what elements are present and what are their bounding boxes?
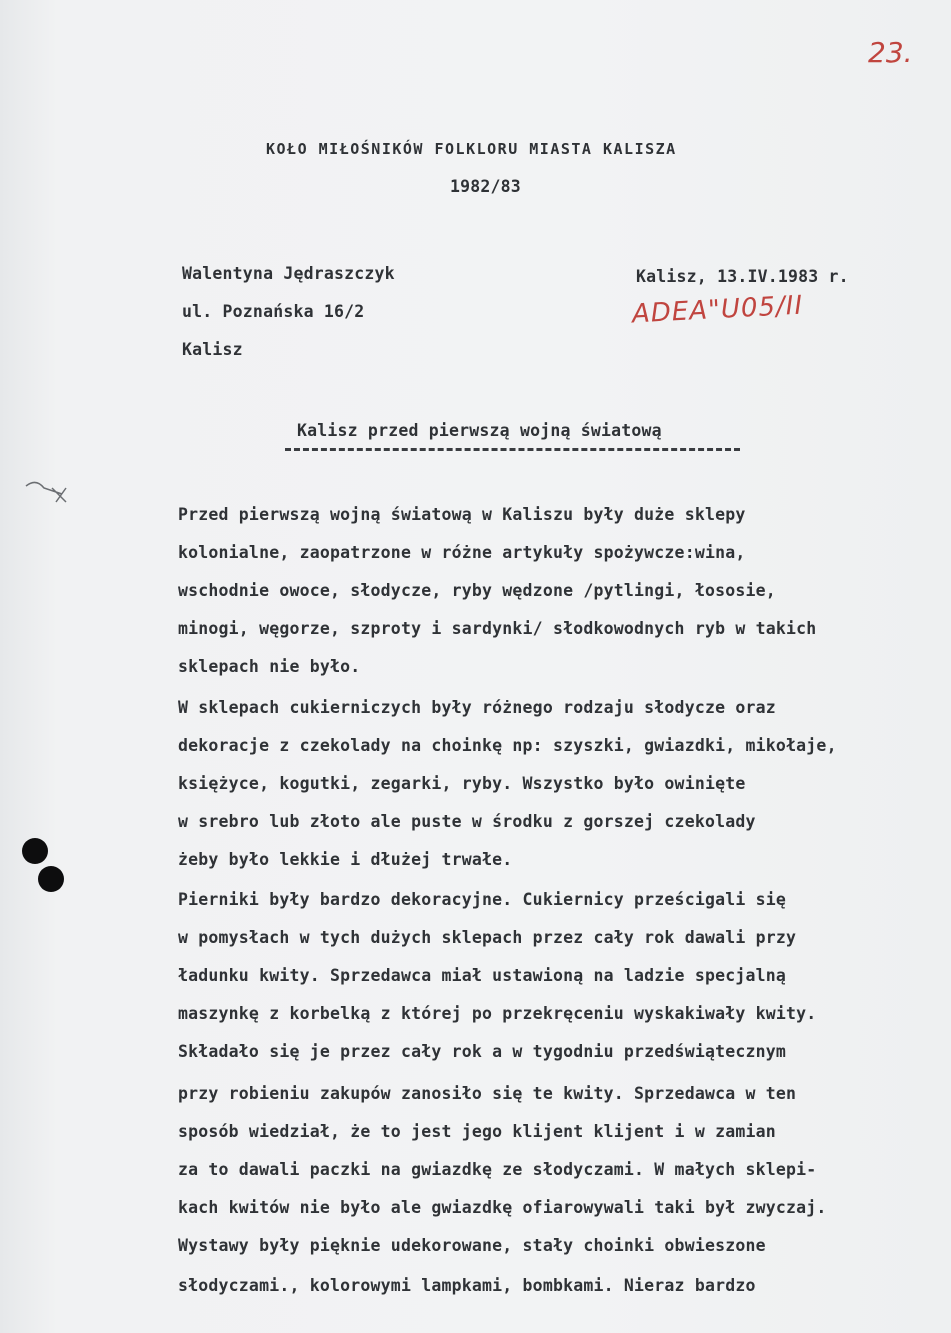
body-line: wschodnie owoce, słodycze, ryby wędzone /pytlingi, łososie, [178,581,776,600]
body-line: maszynkę z korbelką z której po przekręceniu wyskakiwały kwity. [178,1004,817,1023]
archive-code-handwritten: ADEA"U05/II [631,290,804,330]
author-name: Walentyna Jędraszczyk [182,264,395,283]
body-line: Pierniki były bardzo dekoracyjne. Cukiernicy prześcigali się [178,890,787,909]
place-date: Kalisz, 13.IV.1983 r. [636,267,849,286]
body-line: sposób wiedział, że to jest jego klijent klijent i w zamian [178,1122,776,1141]
body-line: Składało się je przez cały rok a w tygodniu przedświątecznym [178,1042,787,1061]
punch-hole [38,866,64,892]
body-line: słodyczami., kolorowymi lampkami, bombkami. Nieraz bardzo [178,1276,756,1295]
body-line: kach kwitów nie było ale gwiazdkę ofiarowywali taki był zwyczaj. [178,1198,827,1217]
body-line: żeby było lekkie i dłużej trwałe. [178,850,513,869]
body-line: kolonialne, zaopatrzone w różne artykuły spożywcze:wina, [178,543,746,562]
season-year: 1982/83 [450,177,521,196]
body-line: dekoracje z czekolady na choinkę np: szyszki, gwiazdki, mikołaje, [178,736,837,755]
body-line: Przed pierwszą wojną światową w Kaliszu były duże sklepy [178,505,746,524]
body-line: za to dawali paczki na gwiazdkę ze słodyczami. W małych sklepi- [178,1160,817,1179]
body-line: Wystawy były pięknie udekorowane, stały choinki obwieszone [178,1236,766,1255]
author-city: Kalisz [182,340,243,359]
punch-hole [22,838,48,864]
body-line: księżyce, kogutki, zegarki, ryby. Wszystko było owinięte [178,774,746,793]
body-line: sklepach nie było. [178,657,361,676]
body-line: W sklepach cukierniczych były różnego rodzaju słodycze oraz [178,698,776,717]
body-line: minogi, węgorze, szproty i sardynki/ słodkowodnych ryb w takich [178,619,817,638]
body-line: w pomysłach w tych dużych sklepach przez cały rok dawali przy [178,928,797,947]
page-number: 23. [868,36,913,69]
author-street: ul. Poznańska 16/2 [182,302,365,321]
document-subject: Kalisz przed pierwszą wojną światową [297,421,662,440]
body-line: w srebro lub złoto ale puste w środku z gorszej czekolady [178,812,756,831]
subject-underline [285,448,740,451]
body-line: ładunku kwity. Sprzedawca miał ustawioną na ladzie specjalną [178,966,787,985]
margin-mark-icon [22,476,70,508]
body-line: przy robieniu zakupów zanosiło się te kwity. Sprzedawca w ten [178,1084,797,1103]
organization-title: KOŁO MIŁOŚNIKÓW FOLKLORU MIASTA KALISZA [266,140,677,158]
